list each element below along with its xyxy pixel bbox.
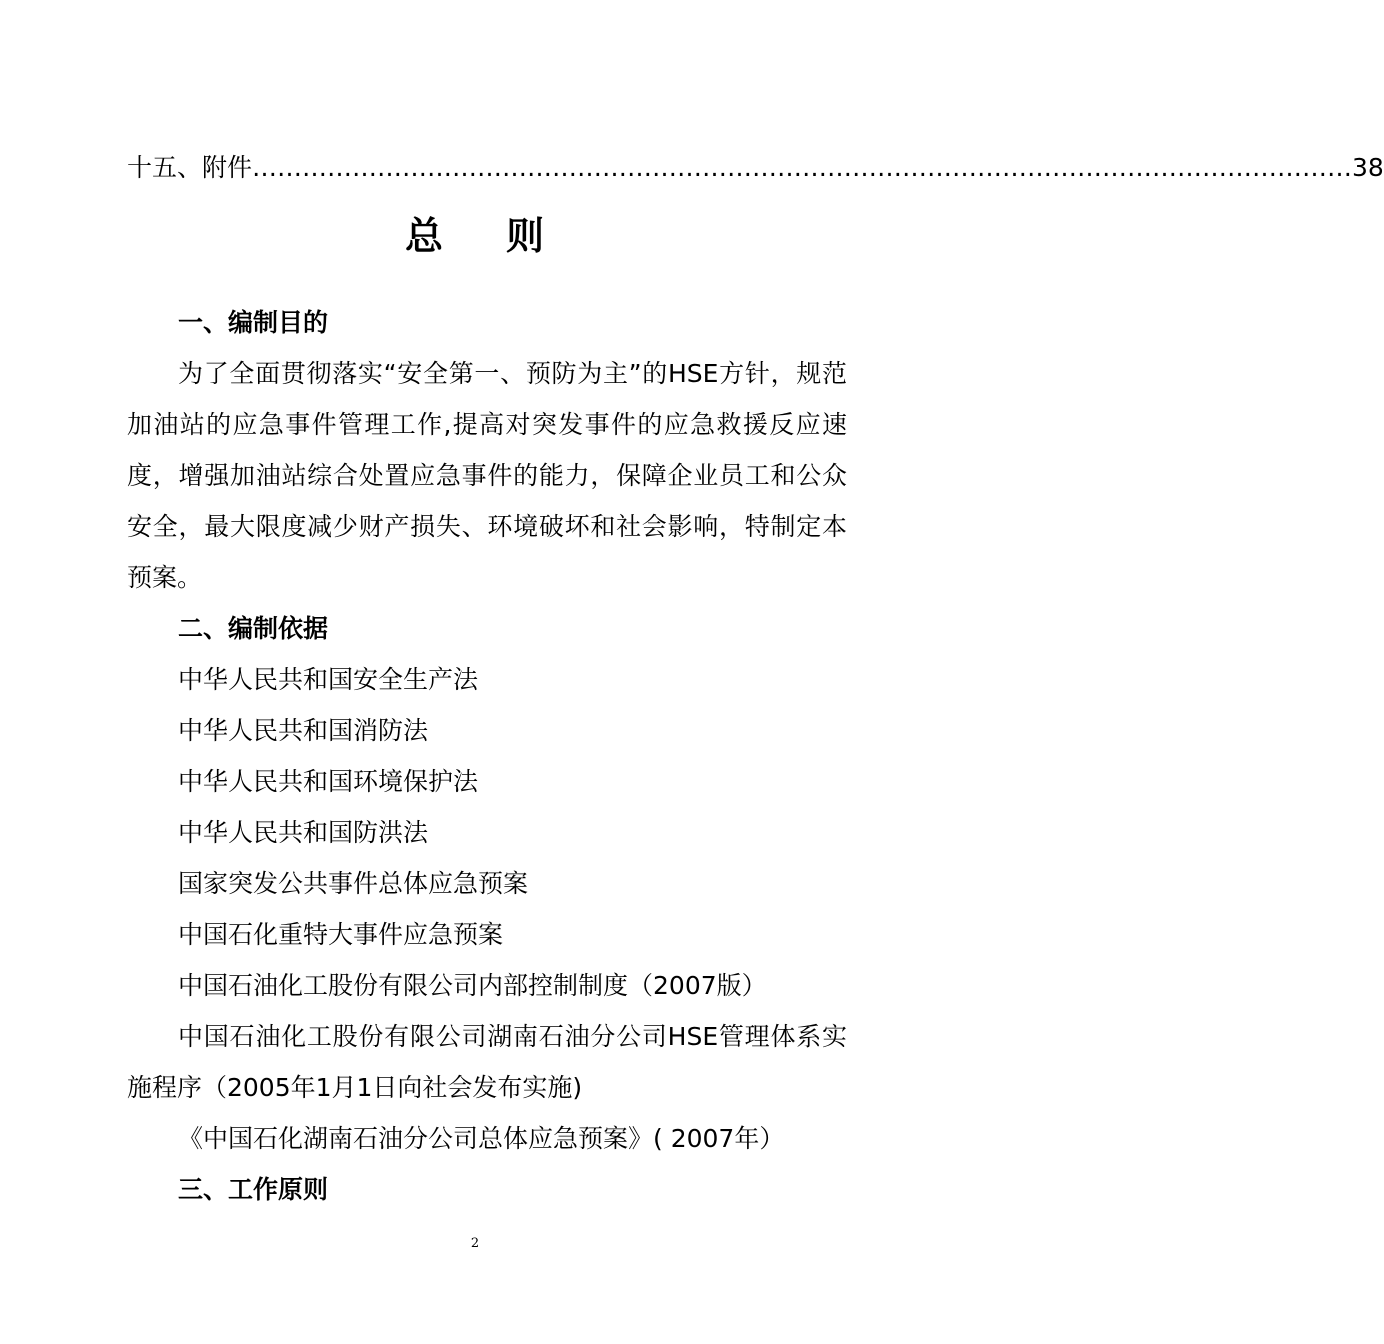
basis-item: 中国石油化工股份有限公司内部控制制度（2007版） <box>178 971 767 1000</box>
page-title-right: 则 <box>506 214 546 258</box>
toc-entry[interactable] <box>127 150 1384 186</box>
basis-item: 《中国石化湖南石油分公司总体应急预案》( 2007年） <box>178 1124 785 1153</box>
basis-item: 国家突发公共事件总体应急预案 <box>178 869 529 898</box>
basis-item: 中华人民共和国环境保护法 <box>178 767 479 796</box>
section-heading-principles: 三、工作原则 <box>178 1175 329 1204</box>
document-body <box>127 297 847 1215</box>
section-paragraph-purpose: 为了全面贯彻落实“安全第一、预防为主”的HSE方针，规范加油站的应急事件管理工作,提高对突发事件的应急救援反应速度，增强加油站综合处置应急事件的能力，保障企业员工和公众安全，最大限度减少财产损失、环境破坏和社会影响，特制定本预案。 <box>127 359 847 592</box>
toc-entry-label: 十五、附件 <box>127 153 253 182</box>
page-title-left: 总 <box>404 214 444 258</box>
page-number: 2 <box>470 1236 480 1251</box>
basis-item: 中国石油化工股份有限公司湖南石油分公司HSE管理体系实施程序（2005年1月1日向社会发布实施) <box>127 1022 847 1102</box>
page-title <box>0 208 950 264</box>
basis-item: 中华人民共和国消防法 <box>178 716 429 745</box>
toc-leader-dots: …………………………………………………………………………………………………………………… <box>252 153 1353 182</box>
toc-entry-page: 38 <box>1352 153 1384 182</box>
basis-item: 中国石化重特大事件应急预案 <box>178 920 504 949</box>
section-heading-purpose: 一、编制目的 <box>178 308 329 337</box>
basis-item: 中华人民共和国防洪法 <box>178 818 429 847</box>
basis-item: 中华人民共和国安全生产法 <box>178 665 479 694</box>
section-heading-basis: 二、编制依据 <box>178 614 329 643</box>
